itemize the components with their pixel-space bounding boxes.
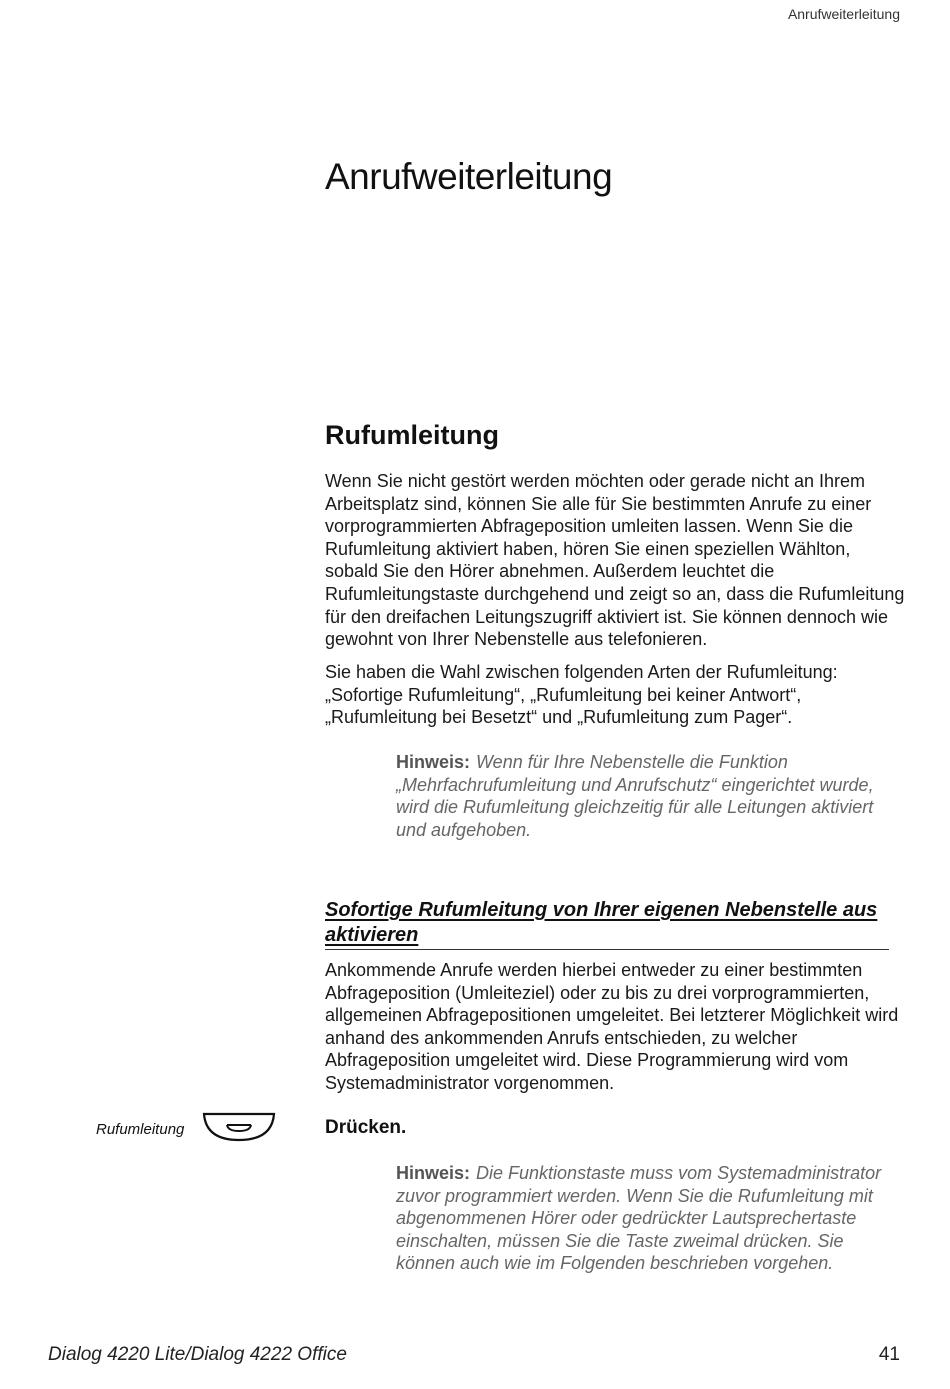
step-action: Drücken. <box>325 1117 407 1138</box>
note-2-text: Die Funktionstaste muss vom Systemadministrator zuvor programmiert werden. Wenn Sie die Rufumleitung mit abgenommenen Hörer oder gedrückter Lautsprechertaste einschalten, müssen Sie die Taste zweimal drücken. Sie können auch wie im Folgenden beschrieben vorgehen. <box>396 1163 882 1274</box>
subsection-title <box>325 898 889 950</box>
running-header: Anrufweiterleitung <box>787 6 900 22</box>
note-2 <box>396 1162 906 1275</box>
section-title: Rufumleitung <box>325 420 499 450</box>
page-number: 41 <box>878 1344 900 1365</box>
note-1-label: Hinweis: <box>396 752 471 772</box>
note-2-label: Hinweis: <box>396 1163 471 1183</box>
chapter-title: Anrufweiterleitung <box>325 156 613 197</box>
section-paragraph-2: Sie haben die Wahl zwischen folgenden Arten der Rufumleitung: „Sofortige Rufumleitung“, „Rufumleitung bei keiner Antwort“, „Rufumleitung bei Besetzt“ und „Rufumleitung zum Pager“. <box>325 662 838 728</box>
subsection-title-text: Sofortige Rufumleitung von Ihrer eigenen Nebenstelle aus aktivieren <box>325 899 878 946</box>
note-1 <box>396 751 906 841</box>
footer-product: Dialog 4220 Lite/Dialog 4222 Office <box>48 1344 347 1365</box>
section-paragraph-1: Wenn Sie nicht gestört werden möchten oder gerade nicht an Ihrem Arbeitsplatz sind, können Sie alle für Sie bestimmten Anrufe zu einer vorprogrammierten Abfrageposition umleiten lassen. Wenn Sie die Rufumleitung aktiviert haben, hören Sie einen speziellen Wählton, sobald Sie den Hörer abnehmen. Außerdem leuchtet die Rufumleitungstaste durchgehend und zeigt so an, dass die Rufumleitung für den dreifachen Leitungszugriff aktiviert ist. Sie können dennoch wie gewohnt von Ihrer Nebenstelle aus telefonieren. <box>325 471 905 650</box>
key-label: Rufumleitung <box>96 1121 185 1138</box>
function-key-icon <box>202 1112 276 1142</box>
note-1-text: Wenn für Ihre Nebenstelle die Funktion „Mehrfachrufumleitung und Anrufschutz“ eingerichtet wurde, wird die Rufumleitung gleichzeitig für alle Leitungen aktiviert und aufgehoben. <box>396 752 874 840</box>
subsection-paragraph: Ankommende Anrufe werden hierbei entweder zu einer bestimmten Abfrageposition (Umleiteziel) oder zu bis zu drei vorprogrammierten, allgemeinen Abfragepositionen umgeleitet. Bei letzterer Möglichkeit wird anhand des ankommenden Anrufs entschieden, zu welcher Abfrageposition umgeleitet wird. Diese Programmierung wird vom Systemadministrator vorgenommen. <box>325 960 899 1093</box>
